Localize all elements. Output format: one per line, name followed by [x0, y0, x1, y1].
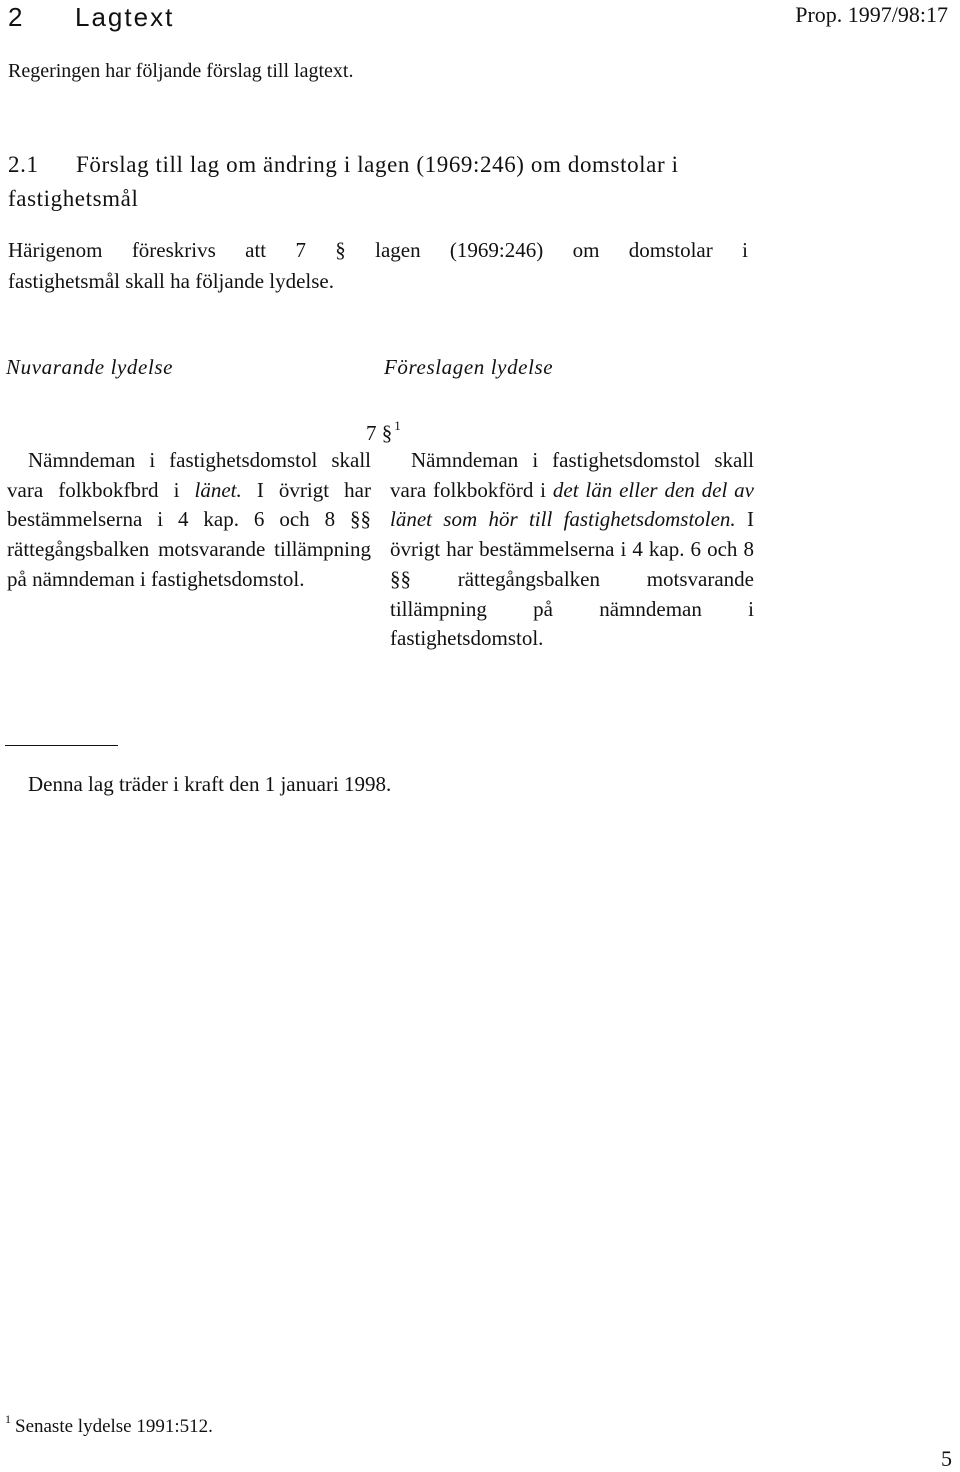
proposed-text-part-1: Nämndeman i fastighetsdomstol skall vara folkbokförd i	[390, 448, 754, 502]
statement-word: Härigenom	[8, 238, 103, 262]
paragraph-number: 7 §	[366, 421, 393, 445]
statement-word: lagen	[375, 238, 421, 262]
proposed-text-emphasis: det län eller den del av länet som hör till fastighetsdomstolen.	[390, 477, 754, 532]
statement-word: att	[245, 238, 267, 262]
statement-word: om	[572, 238, 600, 262]
current-wording-text	[7, 446, 371, 595]
proposed-text-part-2: I övrigt har bestämmelserna i 4 kap. 6 och 8 §§ rättegångsbalken motsvarande tillämpning på nämndeman i fastighetsdomstol.	[390, 507, 754, 651]
footnote	[5, 1412, 213, 1438]
current-text-part-1: Nämndeman i fastighetsdomstol skall vara folkbokfbrd i	[7, 448, 371, 502]
proposed-wording-paragraph	[390, 446, 754, 654]
statement-line-2: fastighetsmål skall ha följande lydelse.	[8, 269, 334, 293]
statement-line-1	[8, 235, 748, 266]
proposition-reference: Prop. 1997/98:17	[795, 2, 948, 27]
statement-word: föreskrivs	[131, 238, 216, 262]
current-text-part-2: I övrigt har bestämmelserna i 4 kap. 6 och 8 §§ rättegångsbalken motsvarande tillämpning på nämndeman i fastighetsdomstol.	[7, 477, 371, 591]
section-number: 2.1	[8, 152, 39, 177]
footnote-reference: 1	[394, 418, 401, 433]
statement-word: 7	[295, 238, 306, 262]
statement-word: §	[335, 238, 346, 262]
page-number: 5	[941, 1446, 952, 1471]
statement-paragraph	[8, 235, 748, 297]
statement-word: i	[742, 238, 748, 262]
chapter-title: Lagtext	[75, 2, 175, 32]
statement-word: (1969:246)	[449, 238, 544, 262]
paragraph-mark	[366, 418, 401, 446]
proposed-wording-text	[390, 446, 754, 654]
current-wording-heading: Nuvarande lydelse	[6, 355, 174, 379]
statement-word: domstolar	[628, 238, 713, 262]
section-title: Förslag till lag om ändring i lagen (1969:246) om domstolar i fastighetsmål	[8, 152, 679, 211]
current-text-emphasis: länet.	[194, 477, 242, 502]
current-wording-paragraph	[7, 446, 371, 595]
footnote-marker: 1	[5, 1412, 11, 1426]
footnote-text: Senaste lydelse 1991:512.	[15, 1416, 213, 1437]
intro-text: Regeringen har följande förslag till lagtext.	[8, 60, 354, 82]
section-heading	[8, 148, 708, 216]
proposed-wording-heading: Föreslagen lydelse	[384, 355, 554, 379]
effective-date-text: Denna lag träder i kraft den 1 januari 1998.	[28, 772, 392, 796]
chapter-number: 2	[8, 2, 23, 32]
footnote-separator	[5, 745, 118, 746]
